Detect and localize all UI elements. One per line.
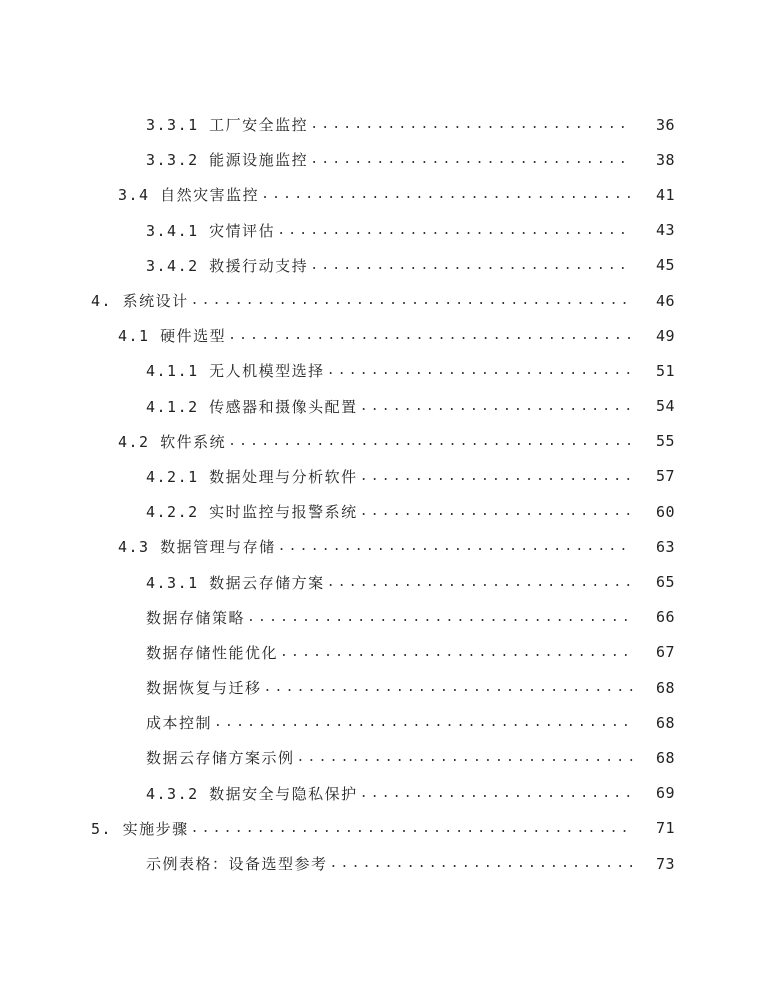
- toc-entry-title: 4.1 硬件选型: [118, 327, 227, 346]
- toc-dot-leader: [310, 117, 633, 132]
- toc-page-number: 41: [655, 185, 675, 204]
- toc-entry-title: 4. 系统设计: [91, 292, 189, 311]
- toc-page-number: 36: [655, 115, 675, 134]
- toc-entry[interactable]: [0, 142, 765, 177]
- toc-entry-title: 数据存储性能优化: [146, 643, 279, 662]
- toc-dot-leader: [277, 223, 633, 238]
- toc-page-number: 73: [655, 854, 675, 873]
- toc-page-number: 43: [655, 221, 675, 240]
- toc-dot-leader: [228, 328, 633, 343]
- toc-entry-title: 4.3 数据管理与存储: [118, 538, 276, 557]
- toc-entry[interactable]: [0, 353, 765, 388]
- toc-dot-leader: [247, 610, 633, 625]
- toc-page-number: 55: [655, 432, 675, 451]
- table-of-contents: [0, 107, 765, 881]
- toc-entry[interactable]: [0, 248, 765, 283]
- toc-entry-title: 4.2.1 数据处理与分析软件: [146, 467, 358, 486]
- toc-entry[interactable]: [0, 776, 765, 811]
- toc-entry[interactable]: [0, 424, 765, 459]
- toc-entry-title: 3.4.1 灾情评估: [146, 221, 276, 240]
- toc-dot-leader: [310, 152, 633, 167]
- toc-entry-title: 3.4.2 救援行动支持: [146, 256, 309, 275]
- toc-entry[interactable]: [0, 529, 765, 564]
- toc-entry[interactable]: [0, 811, 765, 846]
- toc-page-number: 38: [655, 150, 675, 169]
- toc-page-number: 68: [655, 678, 675, 697]
- toc-dot-leader: [360, 399, 633, 414]
- toc-entry-title: 成本控制: [146, 714, 213, 733]
- toc-entry[interactable]: [0, 389, 765, 424]
- toc-page-number: 49: [655, 326, 675, 345]
- toc-dot-leader: [327, 363, 633, 378]
- toc-entry[interactable]: [0, 846, 765, 881]
- toc-dot-leader: [191, 821, 633, 836]
- toc-entry[interactable]: [0, 740, 765, 775]
- toc-entry[interactable]: [0, 283, 765, 318]
- toc-page-number: 63: [655, 537, 675, 556]
- toc-page-number: 71: [655, 819, 675, 838]
- toc-entry[interactable]: [0, 564, 765, 599]
- toc-entry-title: 4.2.2 实时监控与报警系统: [146, 503, 358, 522]
- toc-page-number: 69: [655, 784, 675, 803]
- toc-entry-title: 示例表格：设备选型参考: [146, 855, 328, 874]
- toc-entry-title: 数据云存储方案示例: [146, 749, 295, 768]
- toc-page-number: 68: [655, 748, 675, 767]
- toc-dot-leader: [228, 434, 633, 449]
- toc-dot-leader: [297, 750, 633, 765]
- toc-dot-leader: [327, 575, 633, 590]
- toc-entry[interactable]: [0, 494, 765, 529]
- toc-entry[interactable]: [0, 600, 765, 635]
- toc-dot-leader: [280, 645, 633, 660]
- toc-page-number: 67: [655, 643, 675, 662]
- toc-dot-leader: [360, 504, 633, 519]
- toc-dot-leader: [214, 715, 633, 730]
- toc-entry-title: 3.3.1 工厂安全监控: [146, 116, 309, 135]
- toc-dot-leader: [264, 680, 633, 695]
- toc-entry-title: 数据存储策略: [146, 608, 246, 627]
- toc-entry-title: 4.1.1 无人机模型选择: [146, 362, 325, 381]
- toc-dot-leader: [278, 539, 633, 554]
- toc-dot-leader: [310, 258, 633, 273]
- toc-page-number: 66: [655, 608, 675, 627]
- toc-page-number: 45: [655, 256, 675, 275]
- toc-entry-title: 3.4 自然灾害监控: [118, 186, 260, 205]
- toc-entry[interactable]: [0, 213, 765, 248]
- toc-page-number: 46: [655, 291, 675, 310]
- toc-entry[interactable]: [0, 107, 765, 142]
- toc-page-number: 51: [655, 361, 675, 380]
- toc-entry[interactable]: [0, 705, 765, 740]
- toc-dot-leader: [360, 786, 633, 801]
- toc-entry-title: 4.3.1 数据云存储方案: [146, 573, 325, 592]
- toc-dot-leader: [360, 469, 633, 484]
- toc-entry[interactable]: [0, 670, 765, 705]
- toc-page-number: 68: [655, 713, 675, 732]
- toc-page-number: 57: [655, 467, 675, 486]
- toc-entry-title: 5. 实施步骤: [91, 819, 189, 838]
- toc-entry-title: 4.2 软件系统: [118, 432, 227, 451]
- toc-entry-title: 4.3.2 数据安全与隐私保护: [146, 784, 358, 803]
- toc-entry-title: 数据恢复与迁移: [146, 679, 262, 698]
- toc-entry[interactable]: [0, 635, 765, 670]
- toc-dot-leader: [261, 187, 633, 202]
- toc-dot-leader: [330, 856, 633, 871]
- toc-entry[interactable]: [0, 177, 765, 212]
- toc-entry-title: 4.1.2 传感器和摄像头配置: [146, 397, 358, 416]
- toc-page-number: 65: [655, 573, 675, 592]
- toc-entry-title: 3.3.2 能源设施监控: [146, 151, 309, 170]
- toc-page-number: 54: [655, 397, 675, 416]
- toc-entry[interactable]: [0, 318, 765, 353]
- toc-dot-leader: [191, 293, 633, 308]
- toc-entry[interactable]: [0, 459, 765, 494]
- toc-page-number: 60: [655, 502, 675, 521]
